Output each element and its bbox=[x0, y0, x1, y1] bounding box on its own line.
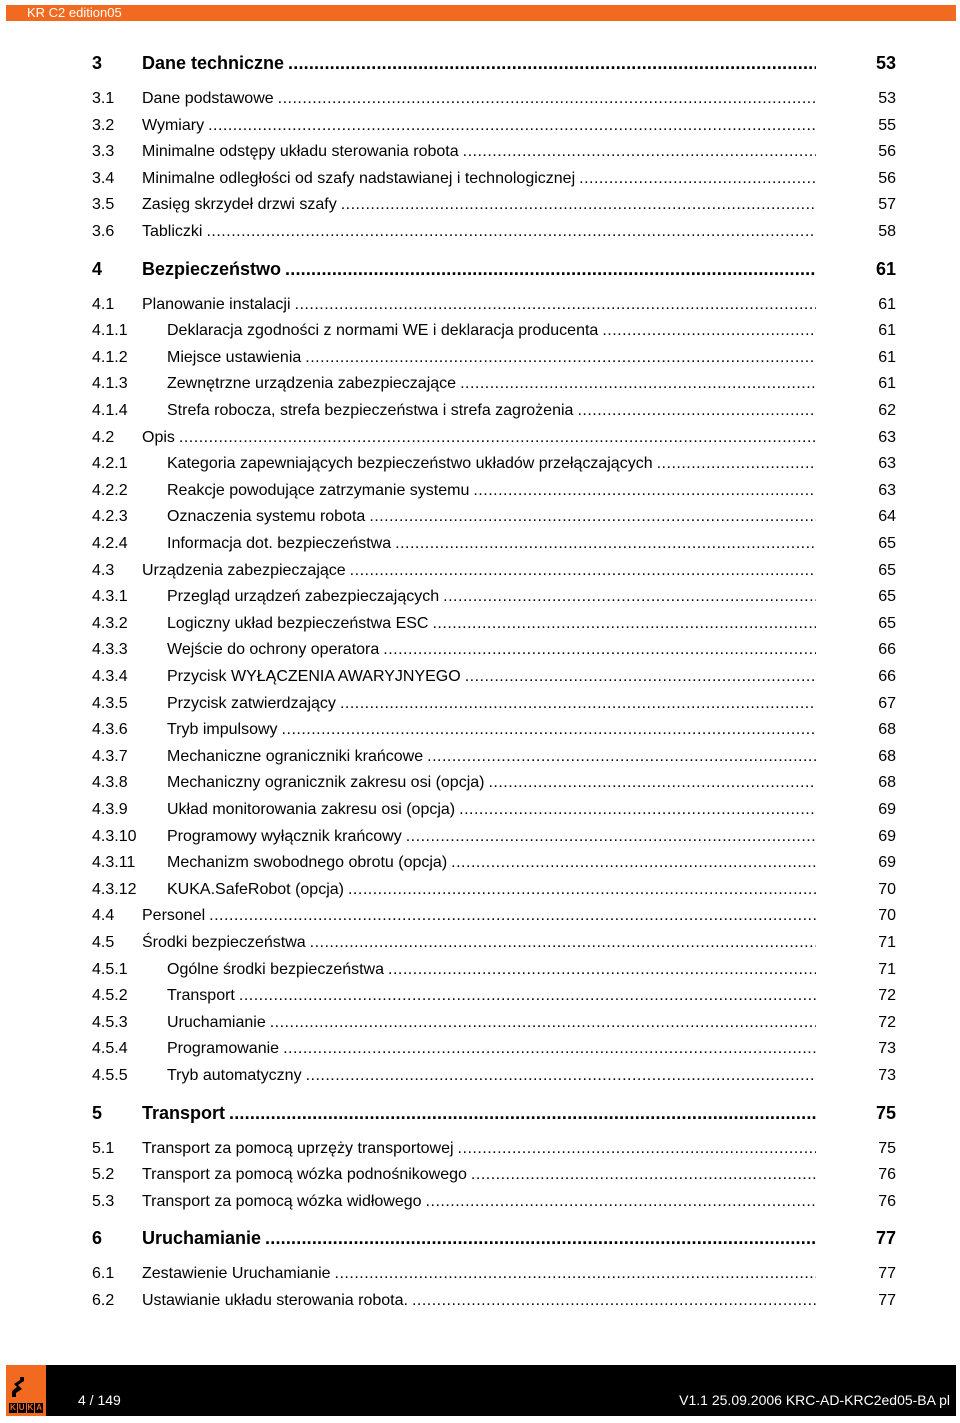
toc-leader-dots bbox=[459, 799, 816, 821]
toc-entry-title: Zewnętrzne urządzenia zabezpieczające bbox=[167, 375, 457, 393]
toc-entry-title: Przycisk WYŁĄCZENIA AWARYJNYEGO bbox=[167, 668, 461, 685]
document-info: V1.1 25.09.2006 KRC-AD-KRC2ed05-BA pl bbox=[679, 1392, 950, 1408]
toc-entry-page: 77 bbox=[875, 1228, 896, 1249]
toc-entry-title-wrap bbox=[142, 141, 816, 163]
toc-entry-title-wrap bbox=[167, 533, 816, 555]
toc-entry-page: 61 bbox=[878, 348, 896, 366]
toc-entry-title-wrap bbox=[142, 1263, 816, 1285]
toc-entry-page: 63 bbox=[878, 455, 896, 473]
toc-entry-title-wrap bbox=[142, 1227, 816, 1249]
toc-entry-title: Informacja dot. bezpieczeństwa bbox=[167, 535, 392, 552]
toc-entry-title-wrap bbox=[142, 427, 816, 449]
toc-leader-dots bbox=[282, 719, 816, 741]
toc-leader-dots bbox=[265, 1227, 816, 1249]
toc-entry[interactable] bbox=[92, 347, 896, 369]
toc-entry-title-wrap bbox=[142, 932, 816, 954]
toc-leader-dots bbox=[179, 427, 816, 449]
toc-entry-number: 5 bbox=[92, 1102, 103, 1123]
toc-entry-title-wrap bbox=[167, 772, 816, 794]
toc-entry-number: 3.2 bbox=[92, 116, 115, 134]
toc-entry-number: 4.5.4 bbox=[92, 1040, 128, 1058]
toc-entry-number: 3 bbox=[92, 53, 103, 73]
toc-entry-page: 76 bbox=[878, 1166, 896, 1184]
toc-entry-page: 66 bbox=[878, 668, 896, 685]
toc-entry-page: 56 bbox=[878, 169, 896, 187]
toc-entry[interactable] bbox=[92, 959, 896, 981]
toc-entry-number: 4.3.8 bbox=[92, 774, 128, 792]
toc-entry-number: 4.3.4 bbox=[92, 668, 128, 685]
page-number: 4 / 149 bbox=[78, 1392, 121, 1408]
toc-entry-title-wrap bbox=[142, 1138, 816, 1160]
toc-entry-page: 62 bbox=[878, 402, 896, 419]
toc-leader-dots bbox=[451, 852, 816, 874]
toc-entry[interactable] bbox=[92, 115, 896, 137]
toc-entry-title: Dane podstawowe bbox=[142, 90, 274, 107]
toc-entry[interactable] bbox=[92, 586, 896, 608]
toc-entry-title: KUKA.SafeRobot (opcja) bbox=[167, 880, 344, 898]
toc-entry-title-wrap bbox=[167, 586, 816, 608]
toc-entry-title: Uruchamianie bbox=[142, 1228, 262, 1249]
toc-entry[interactable] bbox=[92, 666, 896, 688]
toc-entry-number: 4.3.1 bbox=[92, 588, 128, 606]
toc-entry[interactable] bbox=[92, 533, 896, 555]
toc-entry-title: Programowanie bbox=[167, 1040, 280, 1058]
toc-leader-dots bbox=[348, 879, 816, 901]
toc-entry[interactable] bbox=[92, 1065, 896, 1087]
toc-entry-page: 72 bbox=[878, 987, 896, 1005]
toc-entry-page: 68 bbox=[878, 721, 896, 739]
toc-entry-title: Środki bezpieczeństwa bbox=[142, 934, 306, 951]
toc-leader-dots bbox=[310, 932, 816, 954]
toc-entry-page: 56 bbox=[878, 143, 896, 161]
toc-entry-title-wrap bbox=[142, 294, 816, 316]
toc-entry-page: 61 bbox=[878, 295, 896, 313]
toc-entry-page: 70 bbox=[878, 880, 896, 898]
toc-leader-dots bbox=[460, 373, 816, 395]
toc-entry-page: 55 bbox=[878, 116, 896, 134]
toc-entry-number: 4.5 bbox=[92, 934, 115, 951]
toc-entry-number: 4.2.2 bbox=[92, 481, 128, 499]
toc-entry[interactable] bbox=[92, 826, 896, 848]
toc-entry-number: 4.3.12 bbox=[92, 880, 137, 898]
toc-entry-number: 4.5.3 bbox=[92, 1013, 128, 1031]
toc-entry-page: 71 bbox=[878, 934, 896, 951]
toc-entry[interactable] bbox=[92, 1138, 896, 1160]
toc-entry[interactable] bbox=[92, 88, 896, 110]
toc-entry-page: 63 bbox=[878, 428, 896, 446]
toc-entry[interactable] bbox=[92, 52, 896, 74]
toc-entry-title-wrap bbox=[167, 719, 816, 741]
toc-entry-page: 75 bbox=[878, 1139, 896, 1157]
toc-entry-number: 5.3 bbox=[92, 1192, 115, 1210]
toc-entry[interactable] bbox=[92, 932, 896, 954]
toc-entry-title-wrap bbox=[167, 1038, 816, 1060]
toc-entry-title-wrap bbox=[142, 1102, 816, 1124]
toc-entry-number: 4.1.1 bbox=[92, 322, 128, 340]
toc-entry[interactable] bbox=[92, 799, 896, 821]
toc-leader-dots bbox=[306, 1065, 816, 1087]
toc-entry-title-wrap bbox=[167, 480, 816, 502]
toc-entry-title: Personel bbox=[142, 907, 206, 925]
toc-entry-page: 61 bbox=[878, 322, 896, 340]
footer-bar bbox=[6, 1365, 956, 1416]
toc-entry-page: 57 bbox=[878, 196, 896, 214]
toc-entry[interactable] bbox=[92, 400, 896, 422]
toc-entry-title-wrap bbox=[142, 1164, 816, 1186]
toc-leader-dots bbox=[285, 258, 816, 280]
toc-entry-number: 4.3.6 bbox=[92, 721, 128, 739]
toc-entry[interactable] bbox=[92, 1227, 896, 1249]
toc-entry[interactable] bbox=[92, 141, 896, 163]
toc-leader-dots bbox=[577, 400, 816, 422]
toc-leader-dots bbox=[208, 115, 816, 137]
toc-entry-number: 6.1 bbox=[92, 1265, 115, 1283]
toc-entry[interactable] bbox=[92, 221, 896, 243]
toc-entry-title-wrap bbox=[167, 879, 816, 901]
toc-entry-title: Transport bbox=[142, 1102, 226, 1123]
toc-entry-page: 65 bbox=[878, 614, 896, 632]
toc-leader-dots bbox=[579, 168, 816, 190]
toc-entry-title: Kategoria zapewniających bezpieczeństwo układów przełączających bbox=[167, 455, 653, 473]
toc-entry-title: Dane techniczne bbox=[142, 53, 285, 73]
toc-entry-title: Tryb impulsowy bbox=[167, 721, 278, 739]
toc-entry-page: 77 bbox=[878, 1292, 896, 1309]
toc-entry-title-wrap bbox=[167, 746, 816, 768]
toc-leader-dots bbox=[335, 1263, 816, 1285]
toc-entry-title-wrap bbox=[167, 826, 816, 848]
toc-leader-dots bbox=[229, 1102, 816, 1124]
toc-entry-title: Mechaniczne ograniczniki krańcowe bbox=[167, 747, 424, 765]
toc-entry-number: 4.3.3 bbox=[92, 641, 128, 659]
toc-entry[interactable] bbox=[92, 693, 896, 715]
toc-entry-title: Miejsce ustawienia bbox=[167, 348, 302, 366]
toc-entry-number: 4.1.2 bbox=[92, 348, 128, 366]
toc-entry-page: 76 bbox=[878, 1192, 896, 1210]
toc-entry-number: 4.5.2 bbox=[92, 987, 128, 1005]
toc-entry-page: 68 bbox=[878, 774, 896, 792]
toc-entry-number: 6 bbox=[92, 1228, 103, 1249]
toc-entry-title-wrap bbox=[142, 905, 816, 927]
toc-entry-number: 4.3.9 bbox=[92, 801, 128, 818]
toc-entry[interactable] bbox=[92, 506, 896, 528]
toc-entry[interactable] bbox=[92, 1038, 896, 1060]
toc-entry-title: Przegląd urządzeń zabezpieczających bbox=[167, 588, 440, 606]
toc-entry-number: 3.1 bbox=[92, 90, 115, 107]
toc-entry-title-wrap bbox=[167, 693, 816, 715]
toc-entry-number: 6.2 bbox=[92, 1292, 115, 1309]
toc-entry[interactable] bbox=[92, 194, 896, 216]
toc-leader-dots bbox=[369, 506, 816, 528]
toc-leader-dots bbox=[432, 613, 816, 635]
toc-entry-title-wrap bbox=[142, 560, 816, 582]
toc-entry-number: 4.1.3 bbox=[92, 375, 128, 393]
toc-entry-number: 4.2 bbox=[92, 428, 115, 446]
toc-leader-dots bbox=[458, 1138, 816, 1160]
toc-entry-title-wrap bbox=[142, 88, 816, 110]
toc-entry-page: 75 bbox=[875, 1102, 896, 1123]
toc-entry[interactable] bbox=[92, 1102, 896, 1124]
toc-entry[interactable] bbox=[92, 1263, 896, 1285]
kuka-logo bbox=[6, 1365, 46, 1416]
toc-entry-page: 69 bbox=[878, 854, 896, 872]
toc-leader-dots bbox=[206, 221, 816, 243]
toc-entry-page: 68 bbox=[878, 747, 896, 765]
toc-entry-number: 4.3.2 bbox=[92, 614, 128, 632]
toc-leader-dots bbox=[412, 1290, 816, 1312]
toc-leader-dots bbox=[427, 746, 816, 768]
toc-entry-title: Tryb automatyczny bbox=[167, 1067, 302, 1084]
toc-entry[interactable] bbox=[92, 560, 896, 582]
toc-entry-number: 4.3.10 bbox=[92, 827, 137, 845]
header-title: KR C2 edition05 bbox=[27, 5, 122, 20]
toc-entry-page: 73 bbox=[878, 1040, 896, 1058]
toc-entry-page: 65 bbox=[878, 561, 896, 579]
toc-leader-dots bbox=[270, 1012, 816, 1034]
toc-entry-title: Zasięg skrzydeł drzwi szafy bbox=[142, 196, 337, 214]
toc-entry-number: 5.2 bbox=[92, 1166, 115, 1184]
toc-entry-page: 63 bbox=[878, 481, 896, 499]
toc-leader-dots bbox=[388, 959, 816, 981]
toc-entry-title: Bezpieczeństwo bbox=[142, 258, 282, 279]
toc-entry-title: Uruchamianie bbox=[167, 1013, 266, 1031]
toc-leader-dots bbox=[426, 1191, 816, 1213]
toc-entry-title-wrap bbox=[142, 1290, 816, 1312]
toc-entry-title: Strefa robocza, strefa bezpieczeństwa i strefa zagrożenia bbox=[167, 402, 574, 419]
toc-entry[interactable] bbox=[92, 1164, 896, 1186]
toc-entry[interactable] bbox=[92, 373, 896, 395]
toc-entry-page: 53 bbox=[878, 90, 896, 107]
toc-entry-page: 71 bbox=[878, 960, 896, 978]
toc-entry-number: 4.4 bbox=[92, 907, 115, 925]
toc-entry-number: 3.4 bbox=[92, 169, 115, 187]
toc-entry-number: 4.1 bbox=[92, 295, 115, 313]
logo-letter: K bbox=[9, 1403, 16, 1412]
toc-entry-page: 66 bbox=[878, 641, 896, 659]
toc-entry[interactable] bbox=[92, 879, 896, 901]
toc-entry-number: 5.1 bbox=[92, 1139, 115, 1157]
toc-entry-page: 64 bbox=[878, 508, 896, 526]
toc-leader-dots bbox=[278, 88, 816, 110]
toc-entry-title: Minimalne odstępy układu sterowania robota bbox=[142, 143, 459, 161]
toc-entry-page: 67 bbox=[878, 694, 896, 712]
toc-entry-number: 4.3.5 bbox=[92, 694, 128, 712]
toc-entry-page: 69 bbox=[878, 801, 896, 818]
toc-entry-title: Ustawianie układu sterowania robota. bbox=[142, 1292, 408, 1309]
toc-leader-dots bbox=[350, 560, 816, 582]
toc-entry-title-wrap bbox=[167, 347, 816, 369]
toc-entry[interactable] bbox=[92, 719, 896, 741]
toc-entry-title: Przycisk zatwierdzający bbox=[167, 694, 336, 712]
toc-entry-page: 58 bbox=[878, 223, 896, 240]
toc-entry-page: 61 bbox=[875, 258, 896, 279]
toc-entry-number: 4.2.3 bbox=[92, 508, 128, 526]
toc-entry-title: Wymiary bbox=[142, 116, 205, 134]
toc-entry[interactable] bbox=[92, 772, 896, 794]
toc-leader-dots bbox=[463, 141, 816, 163]
toc-entry-page: 65 bbox=[878, 588, 896, 606]
toc-leader-dots bbox=[471, 1164, 816, 1186]
toc-entry-title-wrap bbox=[142, 194, 816, 216]
toc-entry-title: Mechanizm swobodnego obrotu (opcja) bbox=[167, 854, 448, 872]
toc-entry-page: 69 bbox=[878, 827, 896, 845]
toc-entry-title: Urządzenia zabezpieczające bbox=[142, 561, 346, 579]
toc-leader-dots bbox=[383, 639, 816, 661]
toc-entry-number: 4.5.5 bbox=[92, 1067, 128, 1084]
toc-entry-page: 77 bbox=[878, 1265, 896, 1283]
toc-entry-title-wrap bbox=[142, 1191, 816, 1213]
toc-entry-title: Transport za pomocą wózka podnośnikowego bbox=[142, 1166, 467, 1184]
toc-leader-dots bbox=[239, 985, 816, 1007]
toc-entry[interactable] bbox=[92, 294, 896, 316]
toc-entry-number: 4.2.1 bbox=[92, 455, 128, 473]
toc-entry-title: Transport bbox=[167, 987, 235, 1005]
toc-entry[interactable] bbox=[92, 427, 896, 449]
toc-entry[interactable] bbox=[92, 1290, 896, 1312]
logo-letter: U bbox=[18, 1403, 25, 1412]
toc-leader-dots bbox=[465, 666, 816, 688]
toc-entry-title: Układ monitorowania zakresu osi (opcja) bbox=[167, 801, 456, 818]
toc-entry-number: 3.5 bbox=[92, 196, 115, 214]
robot-icon bbox=[10, 1375, 30, 1401]
toc-entry[interactable] bbox=[92, 320, 896, 342]
toc-entry-title: Deklaracja zgodności z normami WE i deklaracja producenta bbox=[167, 322, 599, 340]
toc-entry-page: 61 bbox=[878, 375, 896, 393]
toc-entry-number: 4.2.4 bbox=[92, 535, 128, 552]
toc-leader-dots bbox=[341, 194, 816, 216]
toc-entry-title: Reakcje powodujące zatrzymanie systemu bbox=[167, 481, 470, 499]
toc-entry-title-wrap bbox=[167, 1065, 816, 1087]
toc-entry[interactable] bbox=[92, 480, 896, 502]
toc-leader-dots bbox=[305, 347, 816, 369]
toc-entry-number: 3.3 bbox=[92, 143, 115, 161]
toc-entry-title-wrap bbox=[142, 52, 816, 74]
toc-entry-title: Mechaniczny ogranicznik zakresu osi (opcja) bbox=[167, 774, 485, 792]
toc-entry-title: Opis bbox=[142, 428, 175, 446]
toc-entry-number: 4.3.7 bbox=[92, 747, 128, 765]
toc-entry-title: Oznaczenia systemu robota bbox=[167, 508, 366, 526]
toc-entry[interactable] bbox=[92, 1012, 896, 1034]
toc-entry[interactable] bbox=[92, 639, 896, 661]
toc-entry-title: Tabliczki bbox=[142, 223, 203, 240]
toc-leader-dots bbox=[295, 294, 816, 316]
toc-entry-title: Zestawienie Uruchamianie bbox=[142, 1265, 331, 1283]
toc-entry-title: Transport za pomocą uprzęży transportowej bbox=[142, 1139, 454, 1157]
toc-leader-dots bbox=[340, 693, 816, 715]
toc-leader-dots bbox=[602, 320, 816, 342]
toc-entry[interactable] bbox=[92, 852, 896, 874]
toc-leader-dots bbox=[209, 905, 816, 927]
toc-leader-dots bbox=[406, 826, 816, 848]
logo-letter: A bbox=[36, 1403, 43, 1412]
toc-entry[interactable] bbox=[92, 613, 896, 635]
toc-entry[interactable] bbox=[92, 746, 896, 768]
toc-entry-page: 65 bbox=[878, 535, 896, 552]
toc-entry-page: 72 bbox=[878, 1013, 896, 1031]
toc-entry-title-wrap bbox=[167, 506, 816, 528]
toc-entry-title-wrap bbox=[167, 666, 816, 688]
toc-entry-title-wrap bbox=[167, 959, 816, 981]
toc-entry-title-wrap bbox=[167, 852, 816, 874]
toc-entry-title-wrap bbox=[142, 168, 816, 190]
toc-entry-title: Minimalne odległości od szafy nadstawianej i technologicznej bbox=[142, 169, 576, 187]
toc-entry[interactable] bbox=[92, 453, 896, 475]
toc-entry-title: Wejście do ochrony operatora bbox=[167, 641, 380, 659]
logo-letter: K bbox=[27, 1403, 34, 1412]
toc-entry[interactable] bbox=[92, 258, 896, 280]
toc-entry-title: Transport za pomocą wózka widłowego bbox=[142, 1192, 422, 1210]
toc-entry-title-wrap bbox=[167, 985, 816, 1007]
toc-entry-title-wrap bbox=[167, 373, 816, 395]
toc-entry[interactable] bbox=[92, 985, 896, 1007]
toc-leader-dots bbox=[288, 52, 816, 74]
toc-entry-title-wrap bbox=[142, 115, 816, 137]
toc-entry-title: Ogólne środki bezpieczeństwa bbox=[167, 960, 385, 978]
toc-entry[interactable] bbox=[92, 1191, 896, 1213]
toc-entry-title-wrap bbox=[167, 1012, 816, 1034]
toc-entry-title: Programowy wyłącznik krańcowy bbox=[167, 827, 402, 845]
toc-leader-dots bbox=[657, 453, 816, 475]
toc-entry-number: 3.6 bbox=[92, 223, 115, 240]
toc-entry-number: 4.3 bbox=[92, 561, 115, 579]
toc-entry-title-wrap bbox=[167, 320, 816, 342]
toc-leader-dots bbox=[473, 480, 816, 502]
logo-letters bbox=[9, 1403, 43, 1413]
toc-entry-title-wrap bbox=[167, 400, 816, 422]
toc-entry-page: 53 bbox=[875, 53, 896, 73]
toc-entry-title-wrap bbox=[167, 453, 816, 475]
toc-entry-page: 70 bbox=[878, 907, 896, 925]
toc-leader-dots bbox=[395, 533, 816, 555]
toc-leader-dots bbox=[283, 1038, 816, 1060]
header-bar bbox=[6, 5, 956, 21]
toc-entry-number: 4.3.11 bbox=[92, 854, 136, 872]
toc-leader-dots bbox=[488, 772, 816, 794]
toc-entry-title-wrap bbox=[142, 221, 816, 243]
toc-entry-title-wrap bbox=[142, 258, 816, 280]
toc-entry-number: 4 bbox=[92, 258, 103, 279]
toc-entry-page: 73 bbox=[878, 1067, 896, 1084]
toc-entry-title-wrap bbox=[167, 613, 816, 635]
toc-entry-number: 4.5.1 bbox=[92, 960, 128, 978]
toc-entry-title: Planowanie instalacji bbox=[142, 295, 291, 313]
toc-entry-title-wrap bbox=[167, 799, 816, 821]
toc-entry-title: Logiczny układ bezpieczeństwa ESC bbox=[167, 614, 429, 632]
toc-entry[interactable] bbox=[92, 168, 896, 190]
toc-entry-number: 4.1.4 bbox=[92, 402, 128, 419]
toc-leader-dots bbox=[443, 586, 816, 608]
toc-entry-title-wrap bbox=[167, 639, 816, 661]
toc-entry[interactable] bbox=[92, 905, 896, 927]
